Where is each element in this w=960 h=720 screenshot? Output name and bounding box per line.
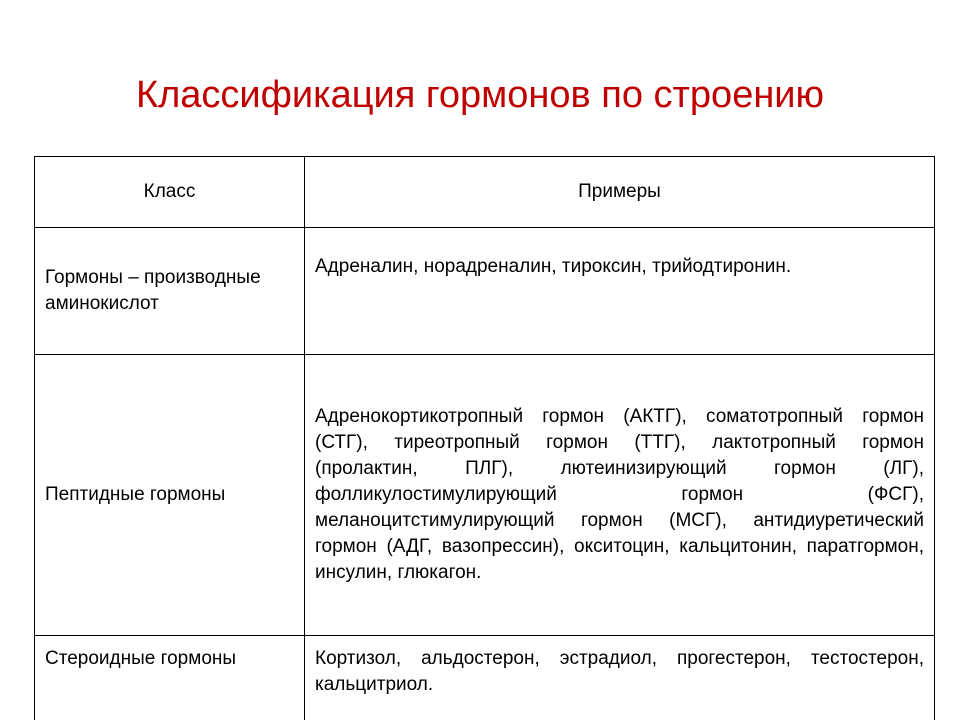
examples-cell: Кортизол, альдостерон, эстрадиол, прогестерон, тестостерон, кальцитриол. (305, 636, 935, 720)
table-row (35, 355, 935, 636)
table-row (35, 636, 935, 720)
table-header-row (35, 157, 935, 228)
hormone-classification-table (34, 156, 935, 720)
column-header-class: Класс (35, 157, 305, 228)
table-row (35, 228, 935, 355)
class-cell: Пептидные гормоны (35, 355, 305, 636)
class-cell: Гормоны – производные аминокислот (35, 228, 305, 355)
class-cell: Стероидные гормоны (35, 636, 305, 720)
slide-title: Классификация гормонов по строению (135, 74, 825, 116)
examples-cell: Адренокортикотропный гормон (АКТГ), соматотропный гормон (СТГ), тиреотропный гормон (ТТГ), лактотропный гормон (пролактин, ПЛГ), лютеинизирующий гормон (ЛГ), фолликулостимулирующий гормон (ФСГ), меланоцитстимулирующий гормон (МСГ), антидиуретический гормон (АДГ, вазопрессин), окситоцин, кальцитонин, паратгормон, инсулин, глюкагон. (305, 355, 935, 636)
examples-cell: Адреналин, норадреналин, тироксин, трийодтиронин. (305, 228, 935, 355)
column-header-examples: Примеры (305, 157, 935, 228)
